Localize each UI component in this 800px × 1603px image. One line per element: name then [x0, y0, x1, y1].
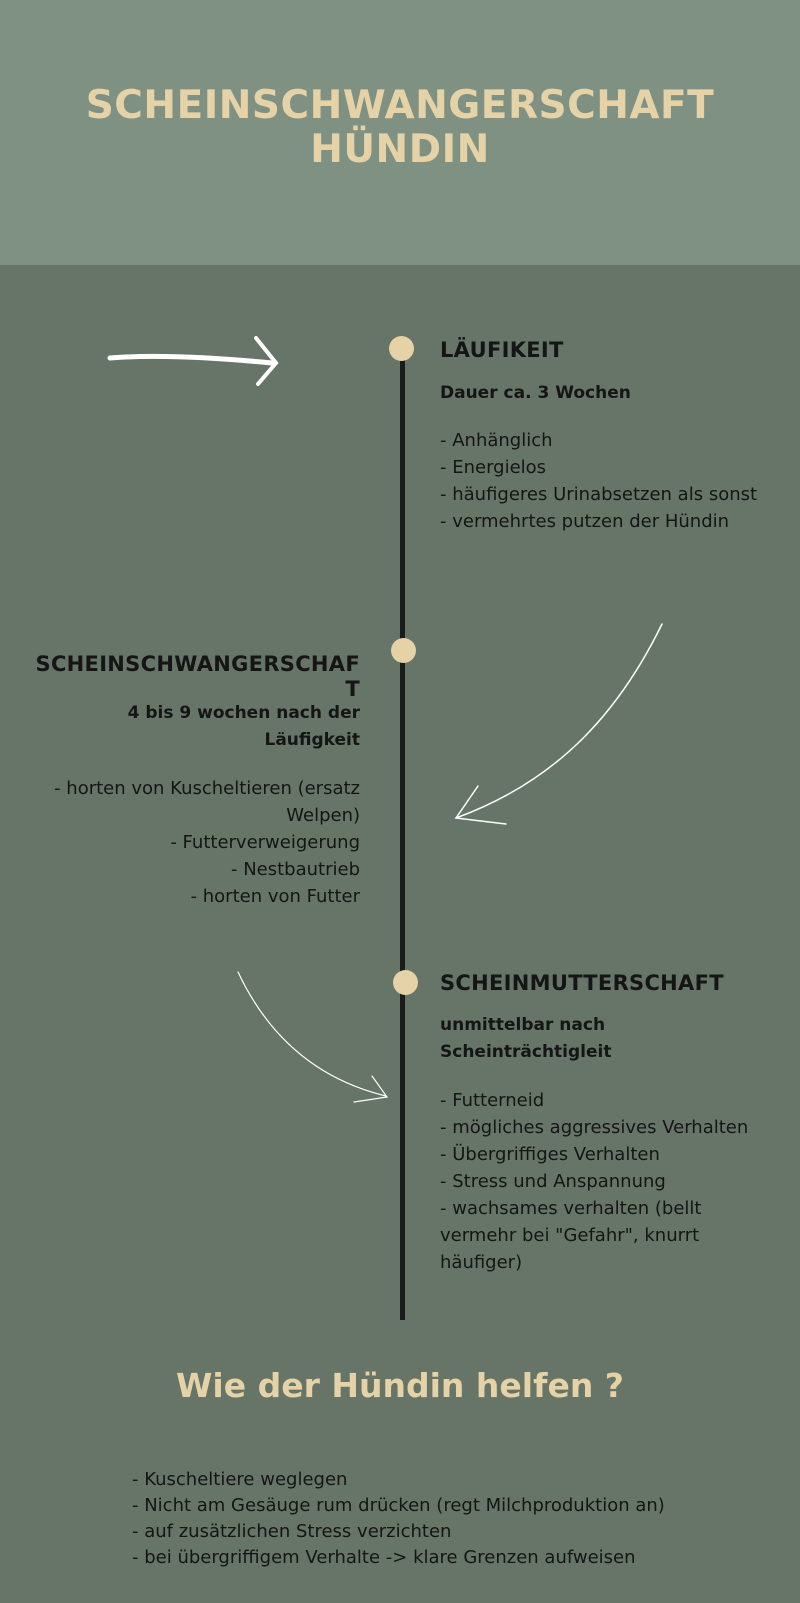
- help-title: Wie der Hündin helfen ?: [176, 1366, 624, 1405]
- list-item: - horten von Futter: [190, 886, 360, 907]
- list-item: - Übergriffiges Verhalten: [440, 1144, 660, 1165]
- list-item: - horten von Kuscheltieren (ersatz: [54, 778, 360, 799]
- stage-3-title: SCHEINMUTTERSCHAFT: [440, 971, 724, 995]
- stage-2-subtitle: [20, 700, 360, 754]
- list-item: - Anhänglich: [440, 430, 553, 451]
- stage-2-subtitle-line-2: Läufigkeit: [264, 730, 360, 750]
- list-item: - Nicht am Gesäuge rum drücken (regt Milchproduktion an): [132, 1495, 665, 1516]
- list-item: - bei übergriffigem Verhalte -> klare Grenzen aufweisen: [132, 1547, 636, 1568]
- stage-2-title-line-1: SCHEINSCHWANGERSCHAF: [35, 652, 360, 676]
- stage-1-list: [440, 427, 757, 535]
- list-item: - Futterverweigerung: [170, 832, 360, 853]
- stage-3-subtitle-line-2: Scheinträchtigleit: [440, 1042, 612, 1062]
- list-item: - vermehrtes putzen der Hündin: [440, 511, 730, 532]
- list-item: - mögliches aggressives Verhalten: [440, 1117, 749, 1138]
- stage-2-list: [20, 775, 360, 910]
- timeline-dot-2: [391, 638, 416, 663]
- timeline-dot-3: [393, 970, 418, 995]
- list-item: vermehr bei "Gefahr", knurrt: [440, 1225, 700, 1246]
- stage-1-title: LÄUFIKEIT: [440, 338, 564, 362]
- stage-2-title-line-2: T: [345, 677, 360, 701]
- list-item: Welpen): [286, 805, 360, 826]
- list-item: - wachsames verhalten (bellt: [440, 1198, 702, 1219]
- curved-arrow-icon-left: [238, 972, 387, 1102]
- list-item: häufiger): [440, 1252, 523, 1273]
- list-item: - Kuscheltiere weglegen: [132, 1469, 348, 1490]
- curved-arrow-icon-right: [456, 624, 662, 824]
- help-list: [132, 1467, 665, 1571]
- stage-3-subtitle: [440, 1012, 611, 1066]
- list-item: - Futterneid: [440, 1090, 545, 1111]
- stage-1-subtitle: Dauer ca. 3 Wochen: [440, 383, 631, 403]
- list-item: - Nestbautrieb: [230, 859, 360, 880]
- list-item: - häufigeres Urinabsetzen als sonst: [440, 484, 758, 505]
- stage-3-subtitle-line-1: unmittelbar nach: [440, 1015, 606, 1035]
- stage-3-list: [440, 1087, 748, 1276]
- stage-2-title: [20, 652, 360, 702]
- page-title: SCHEINSCHWANGERSCHAFT HÜNDIN: [85, 83, 715, 172]
- timeline-line: [400, 348, 405, 1320]
- list-item: - Stress und Anspannung: [440, 1171, 666, 1192]
- straight-arrow-icon: [110, 338, 276, 384]
- stage-2-subtitle-line-1: 4 bis 9 wochen nach der: [127, 703, 360, 723]
- list-item: - Energielos: [440, 457, 547, 478]
- list-item: - auf zusätzlichen Stress verzichten: [132, 1521, 452, 1542]
- timeline-dot-1: [389, 336, 414, 361]
